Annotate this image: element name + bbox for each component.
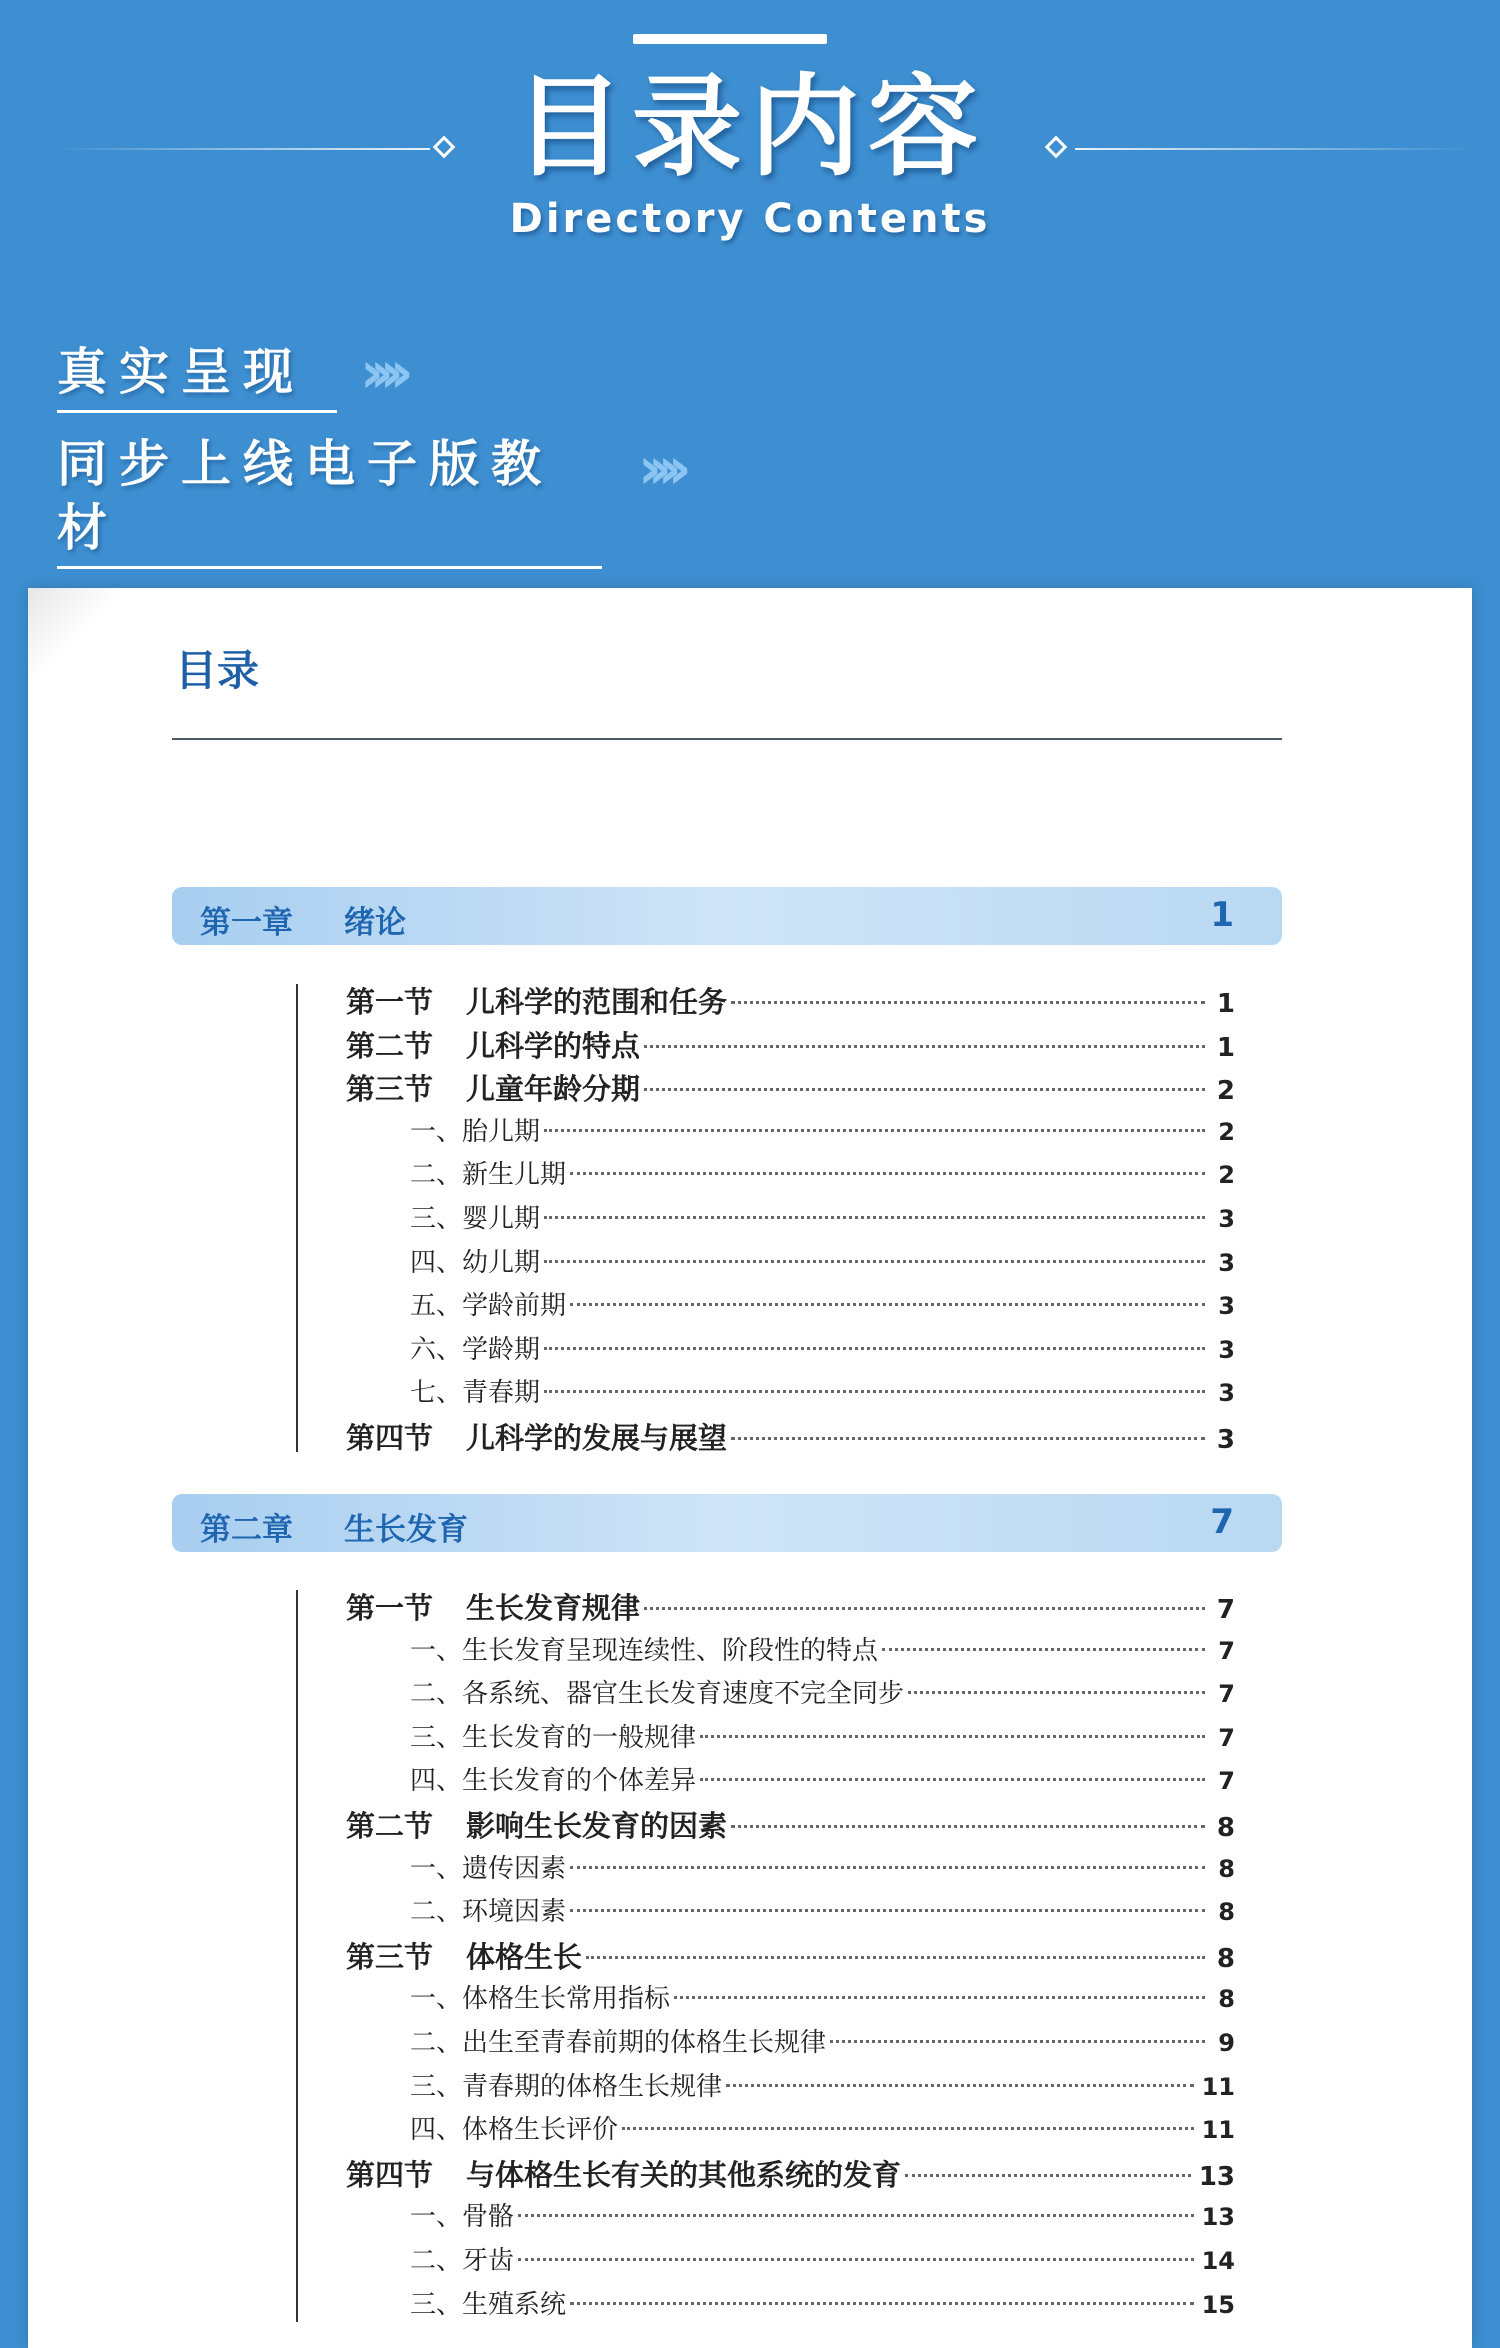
entry-title: 三、婴儿期 — [410, 1204, 541, 1234]
toc-subsection-entry — [410, 2240, 1235, 2280]
entry-page-number: 3 — [1218, 1248, 1235, 1277]
entry-label — [410, 2109, 618, 2146]
entry-page-number: 13 — [1201, 2203, 1235, 2232]
dot-leader — [726, 2084, 1194, 2087]
toc-subsection-entry — [410, 1978, 1235, 2018]
toc-section-entry — [346, 1935, 1235, 1975]
entry-page-number: 1 — [1216, 1032, 1235, 1063]
toc-subsection-entry — [410, 2109, 1235, 2149]
chapter-title: 绪论 — [344, 905, 406, 941]
entry-page-number: 9 — [1218, 2029, 1235, 2057]
chapter-bracket-line — [296, 1590, 298, 2322]
dot-leader — [570, 1909, 1205, 1912]
toc-section-entry — [346, 2153, 1235, 2193]
entry-label — [410, 1848, 566, 1885]
entry-page-number: 11 — [1201, 2116, 1235, 2145]
entry-page-number: 7 — [1216, 1595, 1235, 1625]
entry-page-number: 7 — [1218, 1636, 1235, 1665]
chapter-page: 1 — [1210, 895, 1234, 935]
dot-leader — [882, 1648, 1205, 1651]
entry-page-number: 3 — [1216, 1425, 1235, 1455]
dot-leader — [644, 1088, 1205, 1091]
entry-label — [346, 1024, 640, 1065]
entry-title: 三、生长发育的一般规律 — [410, 1722, 697, 1753]
entry-page-number: 15 — [1201, 2290, 1235, 2319]
dot-leader — [622, 2127, 1194, 2130]
entry-label — [410, 2284, 566, 2321]
dot-leader — [544, 1129, 1205, 1132]
toc-subsection-entry — [410, 2022, 1235, 2062]
chapter-header — [172, 887, 1282, 945]
entry-title: 儿科学的范围和任务 — [466, 985, 728, 1019]
dot-leader — [544, 1260, 1205, 1263]
entry-page-number: 2 — [1218, 1117, 1235, 1146]
entry-title: 二、环境因素 — [410, 1897, 567, 1928]
entry-label — [410, 1198, 540, 1235]
entry-label — [346, 1804, 727, 1845]
entry-page-number: 3 — [1218, 1335, 1235, 1364]
dot-leader — [674, 1996, 1205, 1999]
entry-label — [346, 980, 727, 1021]
toc-subsection-entry — [410, 1717, 1235, 1757]
entry-label — [346, 1416, 727, 1457]
chapter-bracket-line — [296, 984, 298, 1452]
toc-subsection-entry — [410, 2284, 1235, 2324]
entry-title: 儿科学的特点 — [466, 1028, 641, 1063]
toc-section-entry — [346, 980, 1235, 1020]
dot-leader — [731, 1437, 1205, 1440]
toc-subsection-entry — [410, 1111, 1235, 1151]
entry-title: 四、幼儿期 — [410, 1247, 541, 1278]
entry-label — [346, 2153, 901, 2194]
entry-title: 儿童年龄分期 — [466, 1072, 641, 1107]
entry-page-number: 3 — [1218, 1292, 1235, 1321]
section-number: 第三节 — [346, 1939, 434, 1974]
entry-title: 三、青春期的体格生长规律 — [410, 2071, 723, 2102]
slogan-real-presentation: 真实呈现 — [57, 340, 337, 413]
entry-title: 六、学龄期 — [410, 1334, 541, 1365]
entry-page-number: 2 — [1218, 1161, 1235, 1190]
entry-label — [410, 1329, 540, 1366]
toc-subsection-entry — [410, 1848, 1235, 1888]
entry-title: 生长发育规律 — [466, 1591, 641, 1625]
toc-subsection-entry — [410, 1198, 1235, 1238]
entry-label — [410, 1673, 904, 1710]
entry-title: 体格生长 — [466, 1939, 583, 1974]
entry-label — [410, 2066, 722, 2103]
entry-title: 四、生长发育的个体差异 — [410, 1766, 697, 1797]
dot-leader — [570, 1866, 1205, 1869]
toc-divider — [172, 738, 1282, 740]
chapter-title: 生长发育 — [344, 1512, 468, 1548]
entry-label — [410, 1154, 566, 1191]
entry-title: 一、遗传因素 — [410, 1853, 567, 1884]
entry-page-number: 7 — [1218, 1680, 1235, 1709]
dot-leader — [644, 1045, 1205, 1048]
entry-title: 二、新生儿期 — [410, 1160, 567, 1191]
toc-heading: 目录 — [175, 646, 260, 695]
dot-leader — [570, 2302, 1194, 2305]
entry-label — [410, 1285, 566, 1322]
section-number: 第四节 — [346, 1421, 434, 1455]
chapter-header — [172, 1494, 1282, 1552]
entry-title: 二、各系统、器官生长发育速度不完全同步 — [410, 1679, 905, 1710]
page-curl — [28, 588, 118, 678]
dot-leader — [570, 1303, 1205, 1306]
header-accent-bar — [633, 34, 827, 44]
entry-label — [410, 1372, 540, 1409]
entry-page-number: 8 — [1218, 1985, 1235, 2014]
entry-label — [410, 1111, 540, 1148]
entry-page-number: 8 — [1216, 1813, 1235, 1843]
toc-section-entry — [346, 1804, 1235, 1844]
dot-leader — [570, 1172, 1205, 1175]
entry-page-number: 2 — [1216, 1076, 1235, 1107]
entry-page-number: 13 — [1198, 2161, 1235, 2192]
entry-title: 一、体格生长常用指标 — [410, 1984, 671, 2015]
chevron-right-icon: ›››› — [360, 338, 400, 406]
entry-title: 二、出生至青春前期的体格生长规律 — [410, 2028, 827, 2058]
chevron-right-icon: ›››› — [638, 434, 678, 502]
entry-page-number: 1 — [1216, 989, 1235, 1019]
section-number: 第四节 — [346, 2157, 434, 2192]
chapter-number: 第二章 — [200, 1512, 293, 1548]
toc-subsection-entry — [410, 2196, 1235, 2236]
toc-subsection-entry — [410, 1242, 1235, 1282]
entry-title: 七、青春期 — [410, 1378, 541, 1409]
entry-label — [410, 2196, 514, 2233]
toc-subsection-entry — [410, 1673, 1235, 1713]
entry-title: 与体格生长有关的其他系统的发育 — [466, 2157, 902, 2192]
dot-leader — [830, 2040, 1205, 2043]
dot-leader — [700, 1735, 1205, 1738]
toc-subsection-entry — [410, 1329, 1235, 1369]
entry-page-number: 8 — [1218, 1854, 1235, 1883]
entry-label — [410, 1978, 670, 2015]
toc-section-entry — [346, 1586, 1235, 1626]
entry-page-number: 7 — [1218, 1767, 1235, 1796]
dot-leader — [700, 1778, 1205, 1781]
dot-leader — [544, 1347, 1205, 1350]
entry-label — [410, 1630, 878, 1667]
entry-title: 影响生长发育的因素 — [466, 1809, 728, 1843]
toc-subsection-entry — [410, 1285, 1235, 1325]
dot-leader — [644, 1607, 1205, 1610]
entry-label — [410, 1242, 540, 1279]
section-number: 第二节 — [346, 1809, 434, 1843]
entry-page-number: 8 — [1216, 1943, 1235, 1974]
section-number: 第二节 — [346, 1028, 434, 1063]
entry-title: 一、生长发育呈现连续性、阶段性的特点 — [410, 1635, 879, 1666]
entry-title: 四、体格生长评价 — [410, 2115, 619, 2146]
banner-subtitle: Directory Contents — [509, 196, 991, 242]
entry-page-number: 11 — [1201, 2072, 1235, 2101]
toc-subsection-entry — [410, 1630, 1235, 1670]
entry-page-number: 3 — [1218, 1205, 1235, 1233]
section-number: 第一节 — [346, 985, 434, 1019]
entry-label — [410, 2240, 514, 2277]
entry-label — [346, 1935, 582, 1976]
entry-page-number: 14 — [1201, 2247, 1235, 2275]
dot-leader — [908, 1691, 1205, 1694]
chapter-page: 7 — [1210, 1502, 1234, 1542]
slogan-ebook: 同步上线电子版教材 — [57, 432, 602, 569]
toc-subsection-entry — [410, 1891, 1235, 1931]
entry-label — [410, 1760, 696, 1797]
dot-leader — [544, 1390, 1205, 1393]
entry-title: 二、牙齿 — [410, 2246, 515, 2276]
chapter-number: 第一章 — [200, 905, 293, 941]
entry-title: 一、骨骼 — [410, 2202, 515, 2233]
entry-title: 五、学龄前期 — [410, 1291, 567, 1322]
entry-page-number: 7 — [1218, 1723, 1235, 1752]
section-number: 第三节 — [346, 1072, 434, 1107]
entry-label — [410, 1717, 696, 1754]
dot-leader — [544, 1216, 1205, 1219]
entry-page-number: 3 — [1218, 1379, 1235, 1408]
dot-leader — [905, 2174, 1191, 2177]
entry-label — [410, 1891, 566, 1928]
toc-section-entry — [346, 1067, 1235, 1107]
toc-subsection-entry — [410, 1760, 1235, 1800]
toc-subsection-entry — [410, 2066, 1235, 2106]
toc-section-entry — [346, 1024, 1235, 1064]
dot-leader — [586, 1956, 1205, 1959]
dot-leader — [731, 1825, 1205, 1828]
entry-title: 一、胎儿期 — [410, 1116, 541, 1147]
entry-title: 三、生殖系统 — [410, 2289, 567, 2320]
section-number: 第一节 — [346, 1591, 434, 1625]
entry-label — [346, 1586, 640, 1627]
dot-leader — [518, 2258, 1194, 2261]
entry-page-number: 8 — [1218, 1898, 1235, 1927]
toc-subsection-entry — [410, 1154, 1235, 1194]
dot-leader — [518, 2214, 1194, 2217]
entry-title: 儿科学的发展与展望 — [466, 1421, 728, 1455]
dot-leader — [731, 1001, 1205, 1004]
toc-subsection-entry — [410, 1372, 1235, 1412]
entry-label — [410, 2022, 826, 2059]
toc-section-entry — [346, 1416, 1235, 1456]
entry-label — [346, 1067, 640, 1108]
banner-title: 目录内容 — [514, 63, 986, 191]
